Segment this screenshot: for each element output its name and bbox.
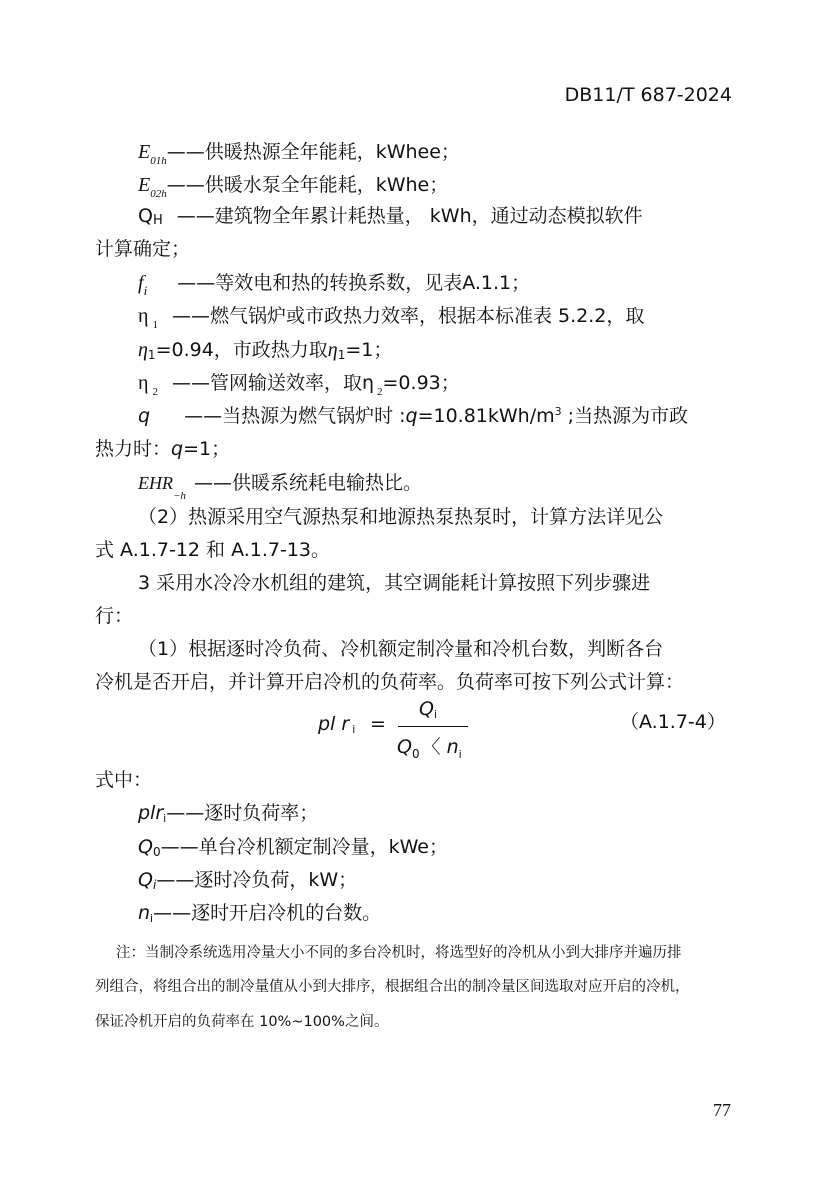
symbol: E [138, 141, 151, 163]
symbol-subscript: −h [173, 490, 186, 502]
symbol-subscript: i [143, 283, 148, 298]
definition-text: ——建筑物全年累计耗热量， kWh，通过动态模拟软件 [176, 205, 643, 227]
symbol: η [138, 372, 149, 394]
formula-numerator-subscript: i [433, 708, 438, 721]
definition-q [138, 407, 688, 426]
superscript: 3 [554, 405, 562, 418]
symbol: plr [138, 802, 164, 824]
definition-eta2 [138, 372, 460, 398]
definition-text: ——当热源为燃气锅炉时 : [184, 405, 406, 427]
definition-eta1-continuation [138, 340, 392, 360]
symbol: f [138, 272, 144, 294]
definition-text: ——逐时负荷率； [166, 802, 319, 824]
symbol: Q [138, 836, 153, 858]
symbol-subscript: i [163, 812, 167, 825]
page-number: 77 [713, 1100, 731, 1120]
formula-equals: = [370, 713, 386, 735]
symbol: Q [138, 869, 153, 891]
paragraph-4-line-1: （1）根据逐时冷负荷、冷机额定制冷量和冷机台数，判断各台 [138, 638, 664, 660]
eta-subscript: 1 [147, 348, 156, 362]
definition-text: ——供暖系统耗电输热比。 [193, 472, 422, 494]
paragraph-2-line-2: 式 A.1.7-12 和 A.1.7-13。 [95, 539, 331, 561]
formula-lhs-text: pl r [318, 713, 350, 735]
definition-text: ——供暖热源全年能耗，kWhee； [166, 141, 460, 163]
definition-text: ——燃气锅炉或市政热力效率，根据本标准表 5.2.2，取 [171, 305, 645, 327]
continuation-text: 热力时： [95, 438, 172, 460]
symbol: η [138, 305, 149, 327]
definition-q-continuation [95, 440, 230, 459]
formula-number: （A.1.7-4） [620, 711, 726, 733]
definition-text: ——逐时开启冷机的台数。 [153, 902, 382, 924]
q-symbol: q [405, 405, 418, 427]
formula-denominator-n-subscript: i [458, 748, 462, 761]
continuation-text: =1； [183, 438, 231, 460]
paragraph-2-line-1: （2）热源采用空气源热泵和地源热泵热泵时，计算方法详见公 [138, 506, 664, 528]
symbol-subscript: 2 [152, 386, 158, 398]
note-line-3: 保证冷机开启的负荷率在 10%~100%之间。 [95, 1014, 389, 1030]
paragraph-4-line-2: 冷机是否开启，并计算开启冷机的负荷率。负荷率可按下列公式计算： [95, 671, 685, 693]
formula-lhs [318, 713, 355, 735]
definition-ehr [138, 472, 422, 502]
formula-denominator [397, 732, 462, 759]
definition-text: ——等效电和热的转换系数，见表A.1.1； [177, 272, 531, 294]
definition-qh [138, 207, 643, 226]
where-item-plr [138, 804, 318, 823]
fraction-bar [398, 726, 468, 727]
symbol-subscript: 0 [152, 845, 161, 859]
symbol-subscript: i [150, 912, 154, 925]
definition-text: ——逐时冷负荷，kW； [156, 869, 358, 891]
formula-denominator-q: Q [397, 736, 412, 758]
formula-denominator-n: n [446, 736, 459, 758]
definition-eta1 [138, 305, 645, 331]
symbol-subscript: 01h [150, 155, 167, 167]
symbol: n [138, 902, 151, 924]
symbol: EHR [138, 473, 173, 493]
formula-multiply-symbol: 〈 [421, 736, 441, 758]
definition-text: ——管网输送效率，取η [171, 372, 375, 394]
symbol-subscript: 02h [150, 188, 167, 200]
definition-e01h [138, 141, 460, 167]
symbol-subscript: i [152, 878, 157, 892]
inline-subscript: 2 [377, 386, 383, 398]
formula-numerator-text: Q [419, 698, 434, 720]
paragraph-3-line-2: 行： [95, 605, 134, 627]
definition-text: =0.93； [382, 372, 460, 394]
q-symbol: q [171, 438, 184, 460]
eta-subscript: 1 [337, 348, 346, 362]
continuation-text: =0.94，市政热力取 [155, 339, 328, 361]
symbol: Q [138, 205, 153, 227]
definition-qh-continuation: 计算确定； [95, 238, 191, 260]
definition-text: ——单台冷机额定制冷量，kWe； [160, 836, 448, 858]
where-item-q0 [138, 838, 448, 857]
note-line-1: 注：当制冷系统选用冷量大小不同的多台冷机时，将选型好的冷机从小到大排序并遍历排 [116, 945, 682, 961]
symbol-subscript: 1 [152, 319, 158, 331]
note-line-2: 列组合，将组合出的制冷量值从小到大排序，根据组合出的制冷量区间选取对应开启的冷机， [95, 979, 690, 995]
where-item-qi [138, 871, 357, 890]
formula-numerator [419, 698, 437, 720]
where-item-ni [138, 904, 381, 923]
eta-symbol: η [138, 339, 148, 361]
symbol: q [138, 405, 151, 427]
continuation-text: =1； [345, 339, 393, 361]
symbol: E [138, 174, 151, 196]
eta-symbol: η [327, 339, 338, 361]
symbol-subscript: H [152, 213, 163, 228]
formula-lhs-subscript: i [352, 723, 356, 736]
definition-text: ——供暖水泵全年能耗，kWhe； [166, 174, 449, 196]
definition-text: =10.81kWh/m [417, 405, 555, 427]
formula-denominator-subscript: 0 [411, 747, 420, 761]
where-label: 式中： [95, 769, 153, 791]
paragraph-3-line-1: 3 采用水冷冷水机组的建筑，其空调能耗计算按照下列步骤进 [138, 572, 651, 594]
definition-e02h [138, 174, 449, 200]
document-code: DB11/T 687-2024 [564, 84, 732, 106]
definition-fi [138, 272, 531, 298]
definition-text: ;当热源为市政 [561, 405, 689, 427]
